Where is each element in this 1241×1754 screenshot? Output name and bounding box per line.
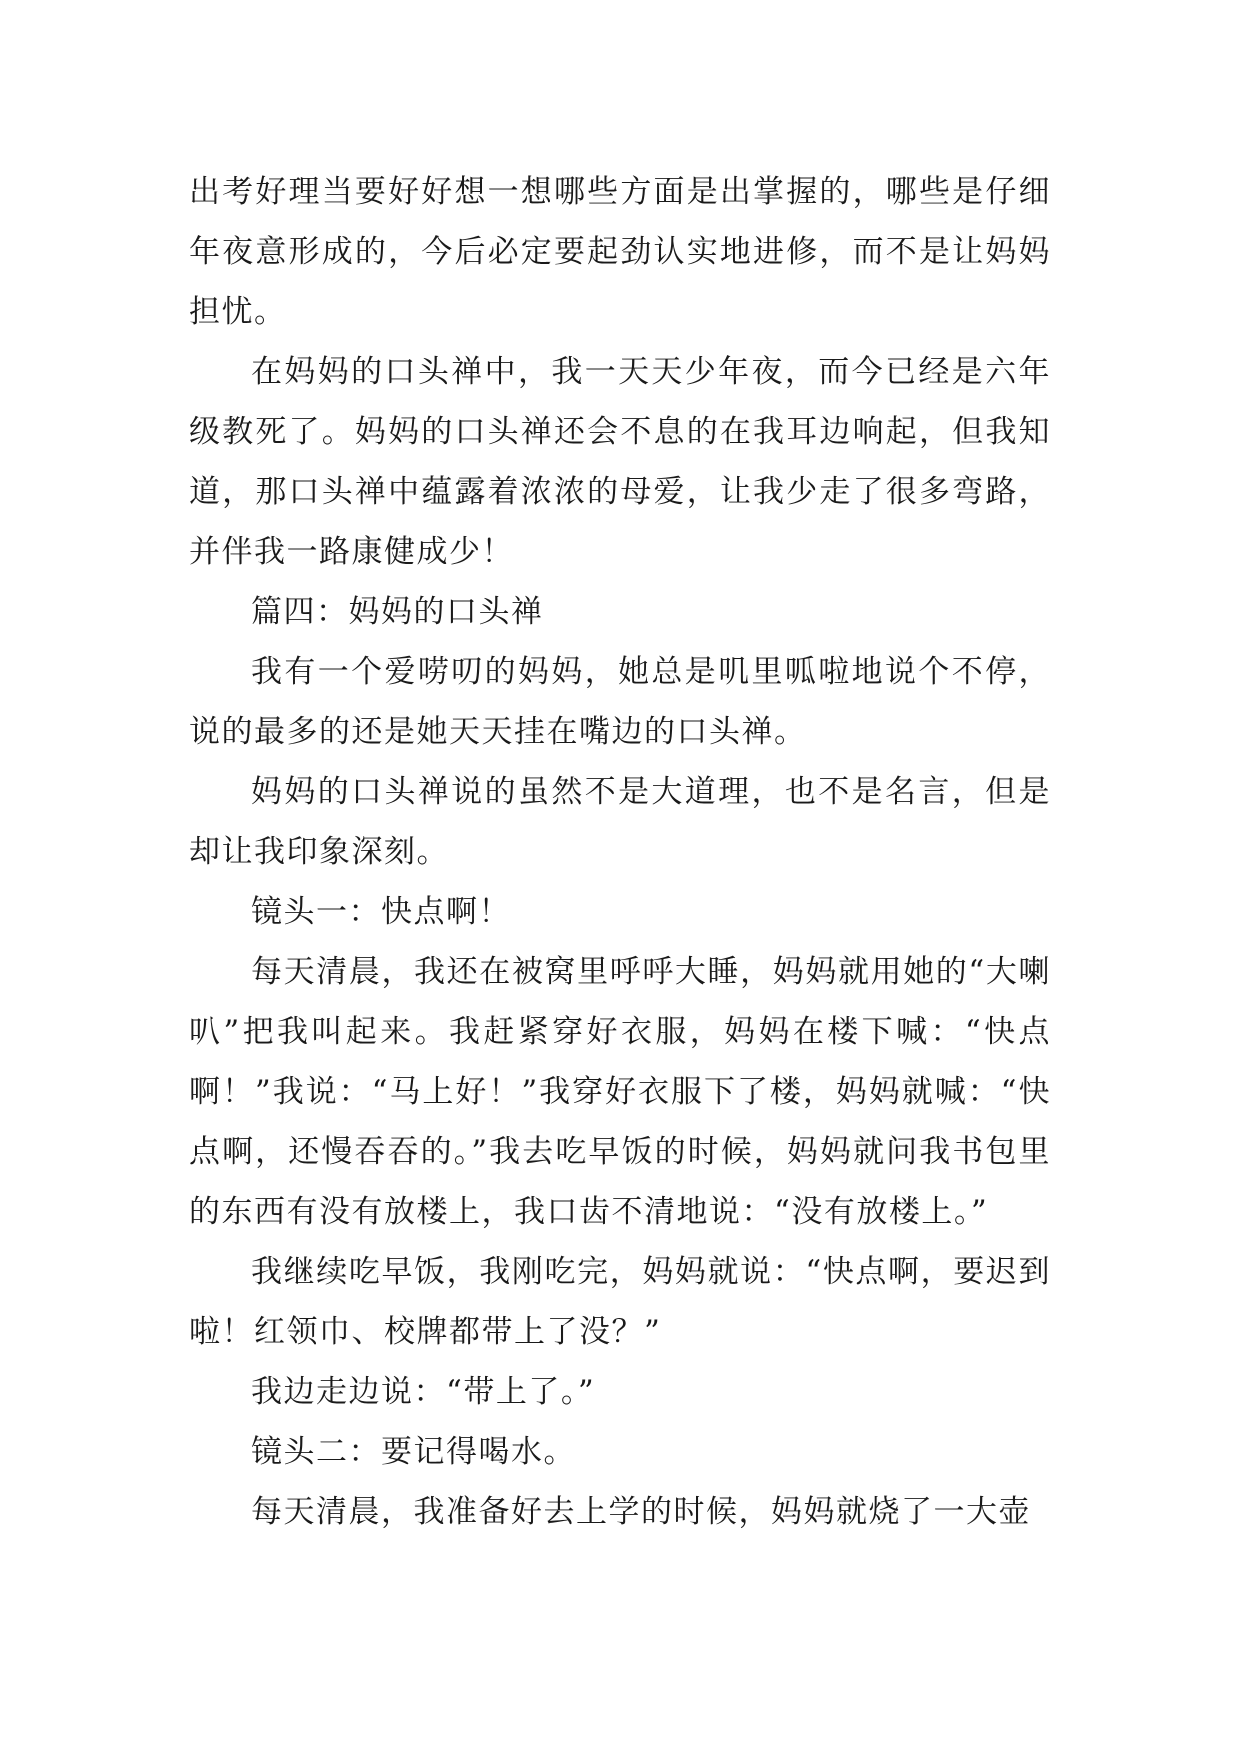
paragraph-3: 我有一个爱唠叨的妈妈，她总是叽里呱啦地说个不停，说的最多的还是她天天挂在嘴边的口头禅。 (189, 654, 1051, 750)
section-heading: 篇四：妈妈的口头禅 (251, 594, 544, 630)
paragraph-7: 我边走边说：“带上了。” (251, 1374, 596, 1410)
paragraph-6: 我继续吃早饭，我刚吃完，妈妈就说：“快点啊，要迟到啦！红领巾、校牌都带上了没？” (189, 1254, 1051, 1350)
paragraph-8: 每天清晨，我准备好去上学的时候，妈妈就烧了一大壶 (251, 1494, 1031, 1530)
paragraph-1: 出考好理当要好好想一想哪些方面是出掌握的，哪些是仔细年夜意形成的，今后必定要起劲认实地进修，而不是让妈妈担忧。 (189, 174, 1051, 330)
paragraph-4: 妈妈的口头禅说的虽然不是大道理，也不是名言，但是却让我印象深刻。 (189, 774, 1051, 870)
document-page (189, 162, 1051, 1542)
scene-heading-1: 镜头一：快点啊！ (251, 894, 511, 930)
scene-heading-2: 镜头二：要记得喝水。 (251, 1434, 576, 1470)
paragraph-5: 每天清晨，我还在被窝里呼呼大睡，妈妈就用她的“大喇叭”把我叫起来。我赶紧穿好衣服，妈妈在楼下喊：“快点啊！”我说：“马上好！”我穿好衣服下了楼，妈妈就喊：“快点啊，还慢吞吞的。”我去吃早饭的时候，妈妈就问我书包里的东西有没有放楼上，我口齿不清地说：“没有放楼上。” (189, 954, 1051, 1230)
paragraph-2: 在妈妈的口头禅中，我一天天少年夜，而今已经是六年级教死了。妈妈的口头禅还会不息的在我耳边响起，但我知道，那口头禅中蕴露着浓浓的母爱，让我少走了很多弯路，并伴我一路康健成少！ (189, 354, 1051, 570)
